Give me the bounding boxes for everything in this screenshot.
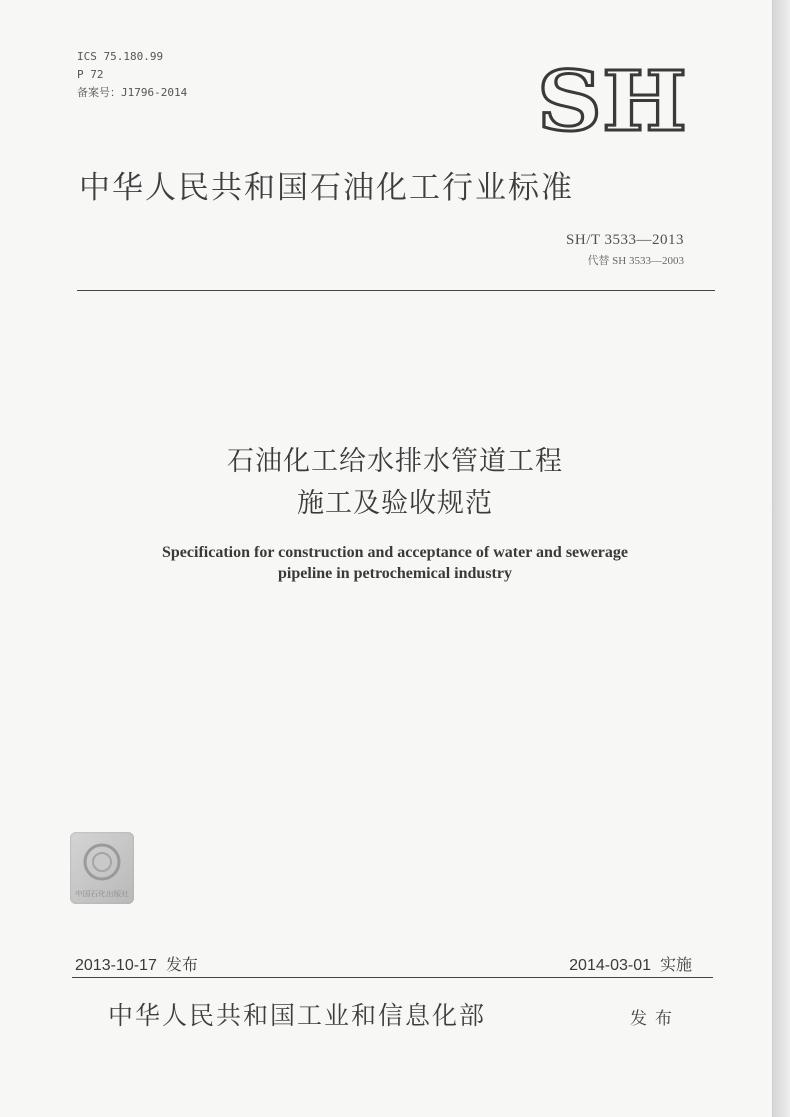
issuer-action: 发布 bbox=[630, 1009, 680, 1029]
chinese-title-line-2: 施工及验收规范 bbox=[297, 488, 493, 519]
effective-date-block bbox=[569, 952, 692, 975]
chinese-title bbox=[0, 441, 790, 525]
issuing-authority: 中华人民共和国工业和信息化部 bbox=[108, 1001, 487, 1030]
stamp-text: 中国石化出版社 bbox=[75, 890, 124, 898]
publish-date-block bbox=[75, 952, 198, 975]
english-title bbox=[0, 542, 790, 584]
effective-date: 2014-03-01 bbox=[569, 957, 651, 974]
publish-date: 2013-10-17 bbox=[75, 957, 157, 974]
standard-number: SH/T 3533—2013 bbox=[566, 232, 684, 248]
english-title-line-1: Specification for construction and acceptance of water and sewerage bbox=[162, 544, 628, 561]
sh-logo-text: SH bbox=[537, 66, 687, 134]
publish-label: 发布 bbox=[165, 957, 198, 974]
replaces-standard: 代替 SH 3533—2003 bbox=[587, 255, 684, 267]
standard-number-block bbox=[566, 232, 684, 268]
ics-code: ICS 75.180.99 bbox=[77, 50, 164, 63]
org-standard-title: 中华人民共和国石油化工行业标准 bbox=[79, 170, 574, 206]
top-divider bbox=[77, 290, 715, 291]
classification-block bbox=[77, 48, 187, 102]
bottom-divider bbox=[72, 977, 713, 978]
sh-logo bbox=[535, 66, 690, 134]
chinese-title-line-1: 石油化工给水排水管道工程 bbox=[227, 446, 563, 477]
english-title-line-2: pipeline in petrochemical industry bbox=[278, 565, 512, 582]
effective-label: 实施 bbox=[659, 957, 692, 974]
publisher-stamp bbox=[70, 832, 134, 904]
filing-number: 备案号：J1796-2014 bbox=[77, 86, 188, 99]
classification-code: P 72 bbox=[77, 68, 104, 81]
page-edge bbox=[773, 0, 790, 1117]
